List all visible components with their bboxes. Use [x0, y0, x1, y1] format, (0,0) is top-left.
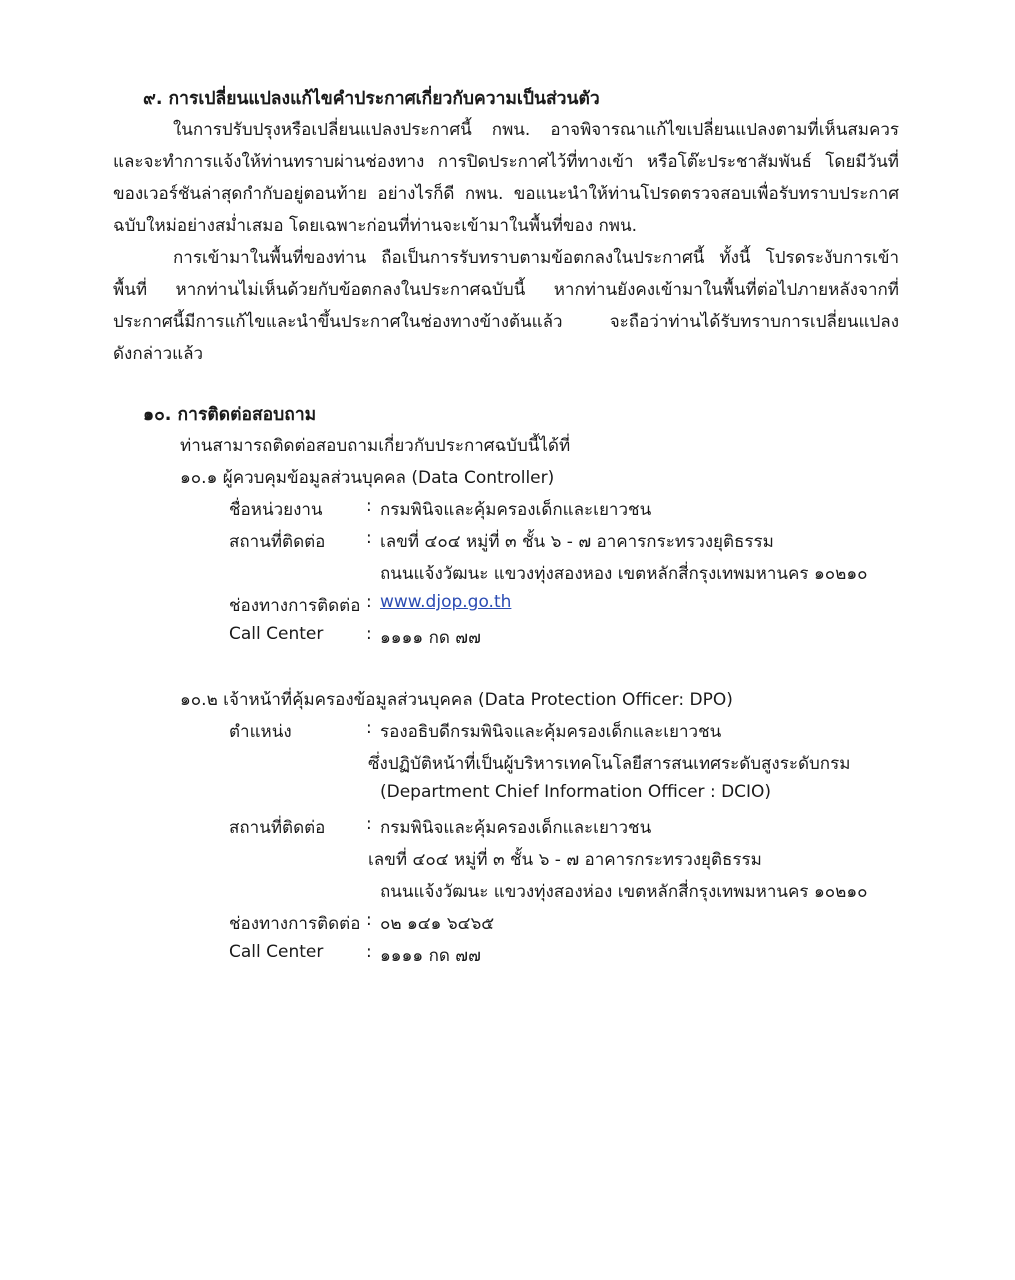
colon: : [366, 910, 372, 930]
dpo-call-center-label: Call Center [229, 942, 324, 962]
colon: : [366, 718, 372, 738]
dpo-title: ๑๐.๒ เจ้าหน้าที่คุ้มครองข้อมูลส่วนบุคคล (Data Protection Officer: DPO) [180, 690, 733, 710]
controller-address-line-1: เลขที่ ๔๐๔ หมู่ที่ ๓ ชั้น ๖ - ๗ อาคารกระทรวงยุติธรรม [380, 532, 774, 552]
controller-call-center-value: ๑๑๑๑ กด ๗๗ [380, 628, 481, 648]
controller-address-label: สถานที่ติดต่อ [229, 532, 326, 552]
section-9-paragraph-1-line-3: ของเวอร์ชันล่าสุดกำกับอยู่ตอนท้าย อย่างไรก็ดี กพน. ขอแนะนำให้ท่านโปรดตรวจสอบเพื่อรับทราบประกาศ [113, 184, 899, 204]
colon: : [366, 942, 372, 962]
controller-org-value: กรมพินิจและคุ้มครองเด็กและเยาวชน [380, 500, 652, 520]
dpo-position-line-3: (Department Chief Information Officer : DCIO) [380, 782, 772, 802]
dpo-channel-label: ช่องทางการติดต่อ [229, 914, 361, 934]
dpo-address-label: สถานที่ติดต่อ [229, 818, 326, 838]
section-10-heading: ๑๐. การติดต่อสอบถาม [143, 405, 317, 425]
dpo-phone-value: ๐๒ ๑๔๑ ๖๔๖๕ [380, 914, 495, 934]
dpo-address-line-3: ถนนแจ้งวัฒนะ แขวงทุ่งสองห่อง เขตหลักสี่กรุงเทพมหานคร ๑๐๒๑๐ [380, 882, 868, 902]
colon: : [366, 814, 372, 834]
section-9-paragraph-1-line-1: ในการปรับปรุงหรือเปลี่ยนแปลงประกาศนี้ กพน. อาจพิจารณาแก้ไขเปลี่ยนแปลงตามที่เห็นสมควร [173, 120, 899, 140]
section-9-paragraph-2-line-3: ประกาศนี้มีการแก้ไขและนำขึ้นประกาศในช่องทางข้างต้นแล้ว จะถือว่าท่านได้รับทราบการเปลี่ยนแปลง [113, 312, 899, 332]
controller-website-link[interactable]: www.djop.go.th [380, 592, 512, 612]
section-10-intro: ท่านสามารถติดต่อสอบถามเกี่ยวกับประกาศฉบับนี้ได้ที่ [180, 436, 571, 456]
dpo-position-line-2: ซึ่งปฏิบัติหน้าที่เป็นผู้บริหารเทคโนโลยีสารสนเทศระดับสูงระดับกรม [368, 754, 851, 774]
controller-title: ๑๐.๑ ผู้ควบคุมข้อมูลส่วนบุคคล (Data Controller) [180, 468, 555, 488]
section-9-paragraph-1-line-4: ฉบับใหม่อย่างสม่ำเสมอ โดยเฉพาะก่อนที่ท่านจะเข้ามาในพื้นที่ของ กพน. [113, 216, 637, 236]
colon: : [366, 624, 372, 644]
dpo-address-line-2: เลขที่ ๔๐๔ หมู่ที่ ๓ ชั้น ๖ - ๗ อาคารกระทรวงยุติธรรม [368, 850, 762, 870]
dpo-address-line-1: กรมพินิจและคุ้มครองเด็กและเยาวชน [380, 818, 652, 838]
dpo-position-label: ตำแหน่ง [229, 722, 292, 742]
section-9-paragraph-1-line-2: และจะทำการแจ้งให้ท่านทราบผ่านช่องทาง การปิดประกาศไว้ที่ทางเข้า หรือโต๊ะประชาสัมพันธ์ โดยมีวันที่ [113, 152, 899, 172]
controller-channel-label: ช่องทางการติดต่อ [229, 596, 361, 616]
dpo-position-line-1: รองอธิบดีกรมพินิจและคุ้มครองเด็กและเยาวชน [380, 722, 722, 742]
colon: : [366, 496, 372, 516]
dpo-call-center-value: ๑๑๑๑ กด ๗๗ [380, 946, 481, 966]
section-9-paragraph-2-line-2: พื้นที่ หากท่านไม่เห็นด้วยกับข้อตกลงในประกาศฉบับนี้ หากท่านยังคงเข้ามาในพื้นที่ต่อไปภายหลังจากที่ [113, 280, 899, 300]
colon: : [366, 592, 372, 612]
section-9-paragraph-2-line-4: ดังกล่าวแล้ว [113, 344, 204, 364]
controller-org-label: ชื่อหน่วยงาน [229, 500, 323, 520]
controller-address-line-2: ถนนแจ้งวัฒนะ แขวงทุ่งสองหอง เขตหลักสี่กรุงเทพมหานคร ๑๐๒๑๐ [380, 564, 868, 584]
controller-call-center-label: Call Center [229, 624, 324, 644]
colon: : [366, 528, 372, 548]
section-9-heading: ๙. การเปลี่ยนแปลงแก้ไขคำประกาศเกี่ยวกับความเป็นส่วนตัว [143, 89, 600, 109]
section-9-paragraph-2-line-1: การเข้ามาในพื้นที่ของท่าน ถือเป็นการรับทราบตามข้อตกลงในประกาศนี้ ทั้งนี้ โปรดระงับการเข้า [173, 248, 899, 268]
